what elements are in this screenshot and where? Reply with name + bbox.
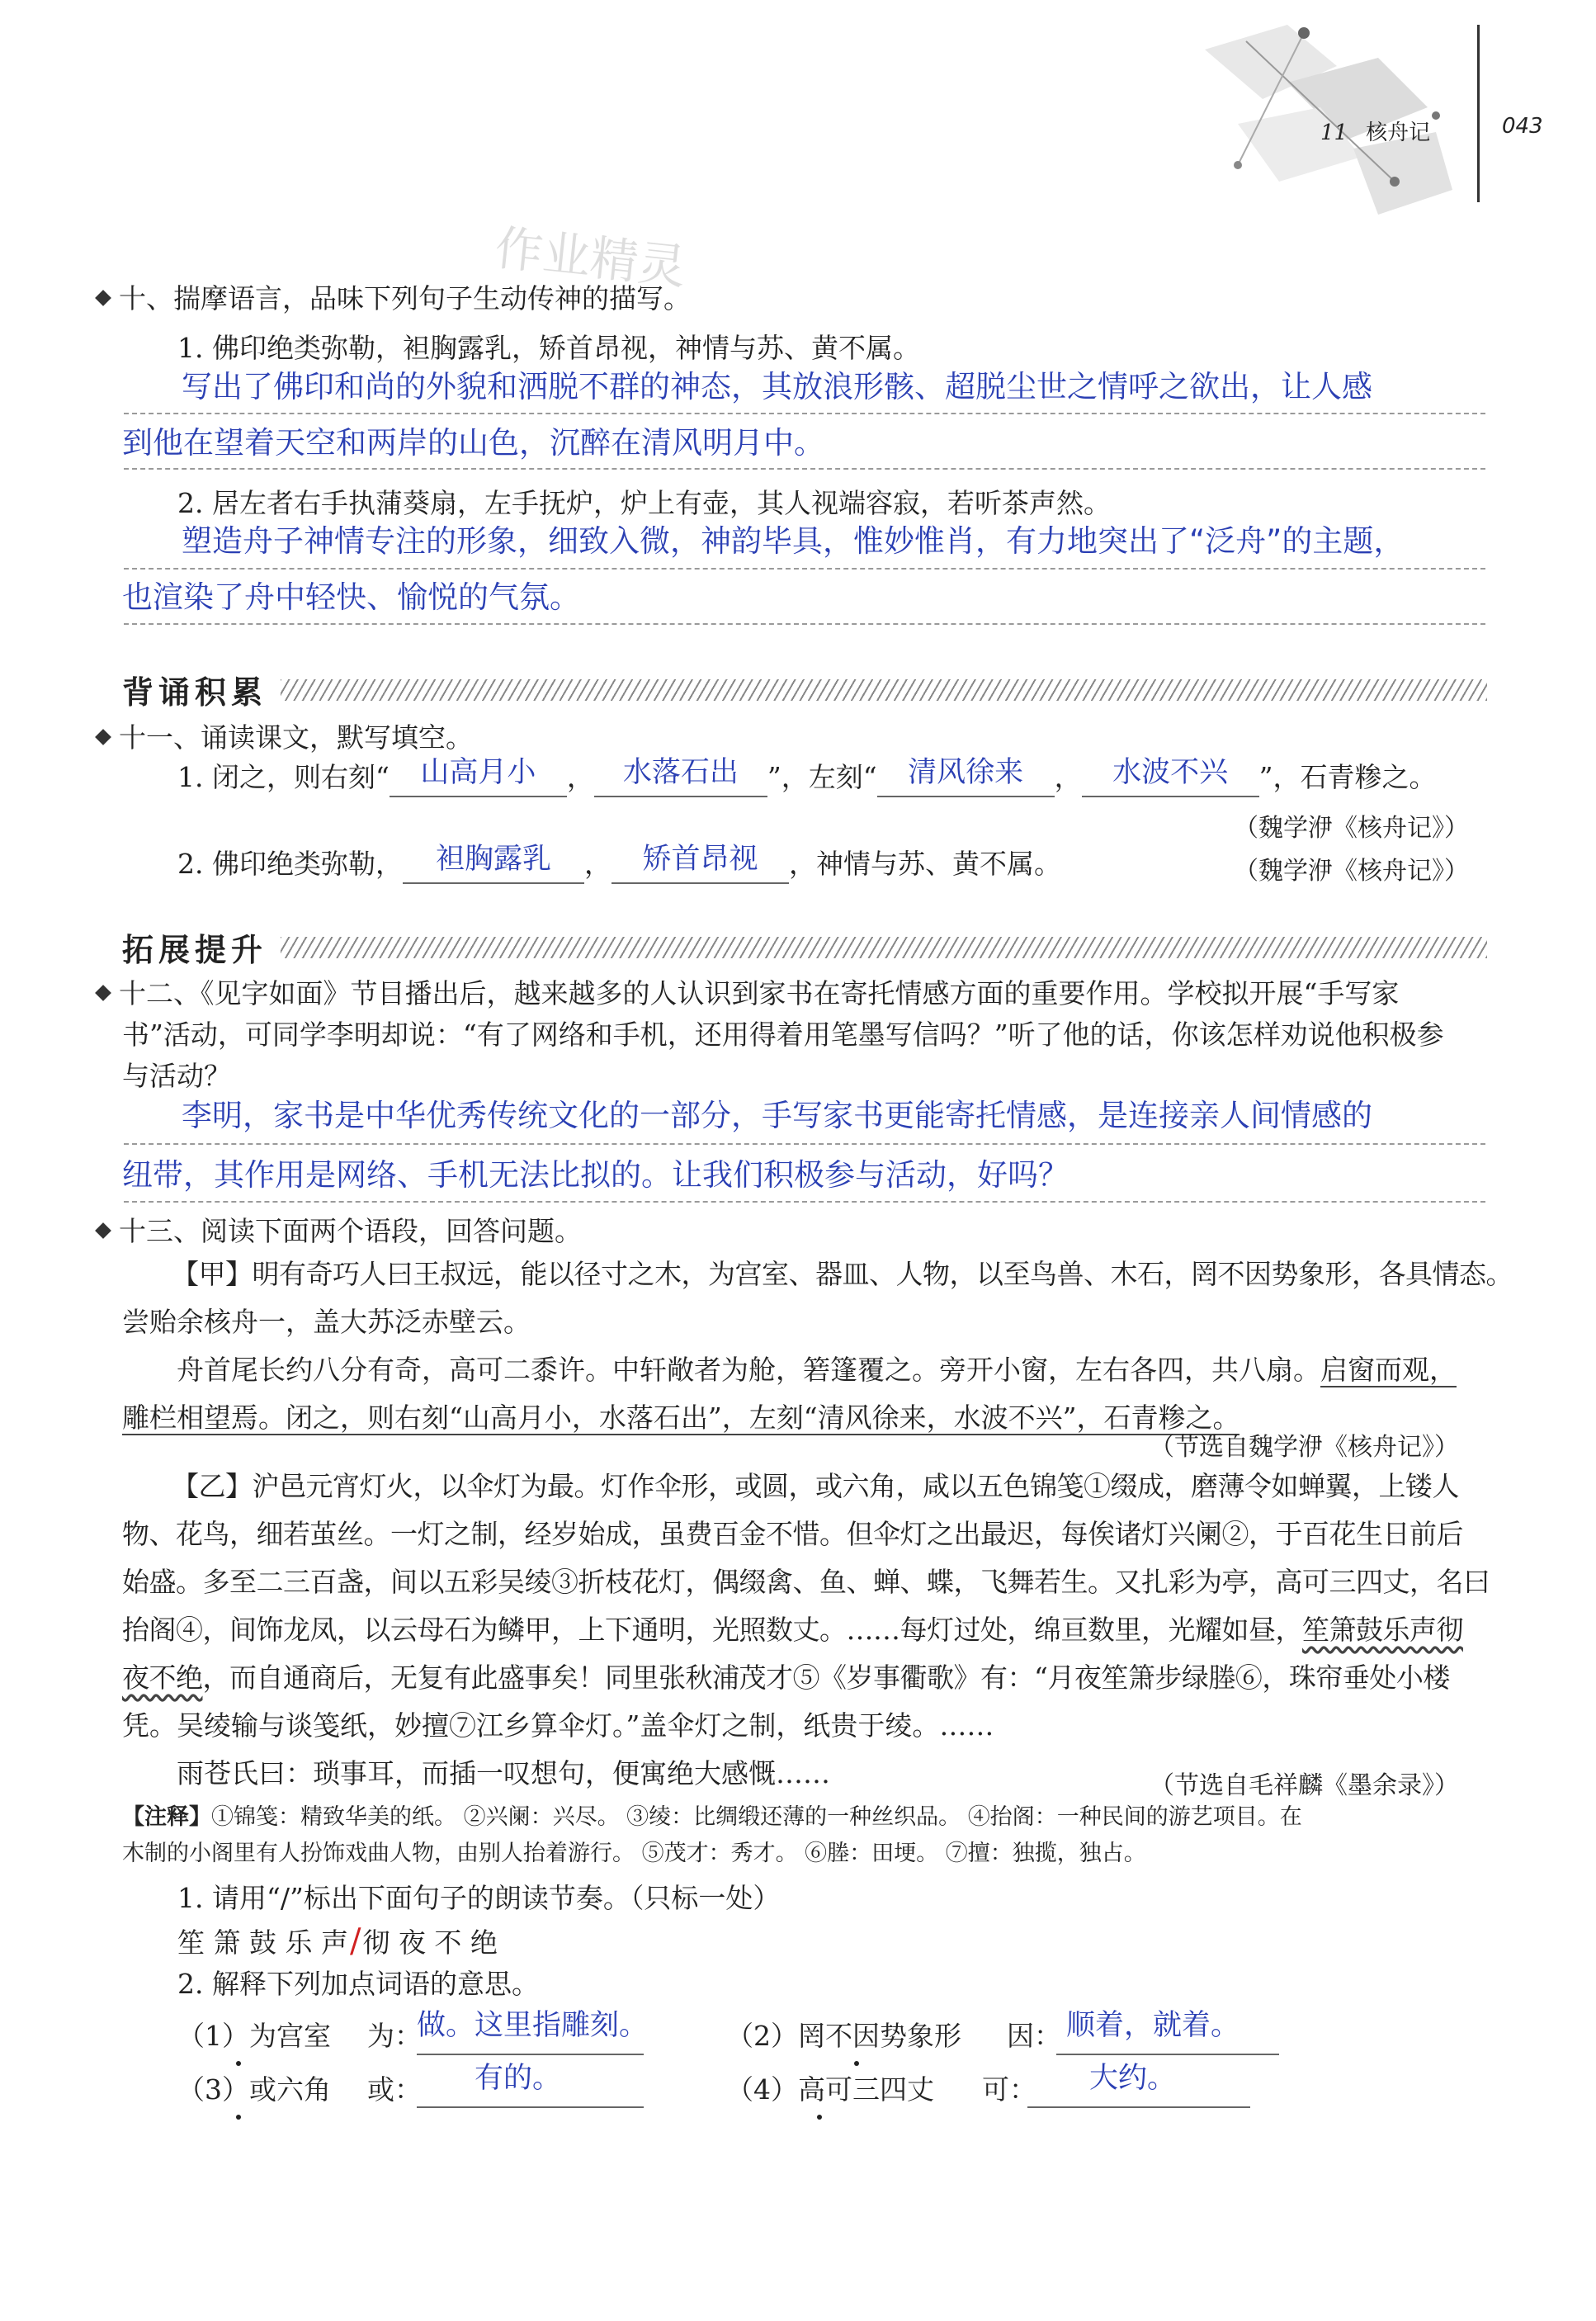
answer-line — [124, 413, 1485, 414]
q12-line-1: 十二、《见字如面》节目播出后，越来越多的人认识到家书在寄托情感方面的重要作用。学校拟开展“手写家 — [97, 976, 1399, 1012]
q10-answer-2-line-1: 塑造舟子神情专注的形象，细致入微，神韵毕具，惟妙惟肖，有力地突出了“泛舟”的主题， — [182, 523, 1405, 559]
emphasis-dot — [817, 2115, 822, 2120]
section-title-recite: 背诵积累 — [122, 674, 268, 711]
yi-line-5: 夜不绝，而自通商后，无复有此盛事矣！同里张秋浦茂才⑤《岁事衢歌》有：“月夜笙箫步绿塍⑥，珠帘垂处小楼 — [122, 1662, 1450, 1694]
yi-line-7: 雨苍氏曰：琐事耳，而插一叹想句，便寓绝大感慨…… — [177, 1757, 830, 1789]
item-1-blank: 做。这里指雕刻。 — [417, 2006, 644, 2055]
item-1-label: （1）为宫室 — [177, 2020, 331, 2052]
q13-sub-2: 2. 解释下列加点词语的意思。 — [177, 1968, 539, 2000]
emphasis-dot — [854, 2061, 859, 2066]
answer-line — [124, 1201, 1485, 1203]
passage-yi — [122, 1463, 1492, 1798]
q12-line-2: 书”活动，可同学李明却说：“有了网络和手机，还用得着用笔墨写信吗？”听了他的话，你该怎样劝说他积极参 — [122, 1019, 1444, 1051]
yi-line-2: 物、花鸟，细若茧丝。一灯之制，经岁始成，虽费百金不惜。但伞灯之出最迟，每俟诸灯兴阑②，于百花生日前后 — [122, 1518, 1463, 1550]
item-4-key: 可： — [982, 2073, 1036, 2106]
diamond-icon — [95, 985, 111, 1001]
item-4-blank: 大约。 — [1027, 2059, 1250, 2108]
chapter-header — [1320, 116, 1430, 146]
notes — [122, 1799, 1492, 1872]
item-2: （2）罔不因势象形 — [726, 2020, 961, 2052]
q10-answer-2-line-2: 也渲染了舟中轻快、愉悦的气氛。 — [122, 579, 580, 615]
answer-line — [124, 468, 1485, 470]
section-title-expand: 拓展提升 — [122, 931, 268, 968]
q10-title: 十、揣摩语言，品味下列句子生动传神的描写。 — [97, 281, 691, 317]
blank-6: 矫首昂视 — [611, 846, 789, 884]
q12-answer-line-2: 纽带，其作用是网络、手机无法比拟的。让我们积极参与活动，好吗？ — [122, 1157, 1069, 1193]
answer-line — [124, 1143, 1485, 1145]
notes-line-1: 【注释】①锦笺：精致华美的纸。 ②兴阑：兴尽。 ③绫：比绸缎还薄的一种丝织品。 ④抬阁：一种民间的游艺项目。在 — [122, 1804, 1302, 1830]
q10-sentence-1: 1. 佛印绝类弥勒，袒胸露乳，矫首昂视，神情与苏、黄不属。 — [177, 332, 920, 364]
notes-line-2: 木制的小阁里有人扮饰戏曲人物，由别人抬着游行。 ⑤茂才：秀才。 ⑥塍：田埂。 ⑦擅：独揽，独占。 — [122, 1841, 1146, 1866]
jia-source: （节选自魏学洢《核舟记》） — [1150, 1433, 1459, 1462]
passage-jia — [122, 1250, 1513, 1442]
yi-source: （节选自毛祥麟《墨余录》） — [1150, 1771, 1459, 1800]
item-3: （3）或六角 — [177, 2073, 331, 2106]
q13-title: 十三、阅读下面两个语段，回答问题。 — [97, 1213, 582, 1250]
header-divider — [1477, 25, 1480, 202]
page-number: 043 — [1502, 114, 1543, 139]
chapter-title: 核舟记 — [1366, 121, 1431, 145]
item-2-key: 因： — [1007, 2020, 1061, 2052]
jia-p2-line-1: 舟首尾长约八分有奇，高可二黍许。中轩敞者为舱，箬篷覆之。旁开小窗，左右各四，共八扇。启窗而观， — [177, 1354, 1457, 1386]
q13-sub-1: 1. 请用“/”标出下面句子的朗读节奏。（只标一处） — [177, 1882, 781, 1914]
rhythm-slash: / — [349, 1922, 361, 1960]
item-1-key: 为： — [367, 2020, 422, 2052]
yi-line-6: 凭。吴绫输与谈笺纸，妙擅⑦江乡算伞灯。”盖伞灯之制，纸贵于绫。…… — [122, 1709, 994, 1742]
q10-sentence-2: 2. 居左者右手执蒲葵扇，左手抚炉，炉上有壶，其人视端容寂，若听茶声然。 — [177, 487, 1111, 519]
q11-source-1: （魏学洢《核舟记》） — [1234, 814, 1469, 843]
blank-2: 水落石出 — [594, 759, 767, 797]
item-4: （4）高可三四丈 — [726, 2073, 934, 2106]
q11-title: 十一、诵读课文，默写填空。 — [97, 720, 473, 756]
blank-4: 水波不兴 — [1082, 759, 1259, 797]
section-divider — [281, 937, 1487, 958]
section-divider — [281, 679, 1487, 701]
jia-p1-line-2: 尝贻余核舟一，盖大苏泛赤壁云。 — [122, 1306, 531, 1338]
q12-line-3: 与活动？ — [122, 1060, 231, 1092]
blank-3: 清风徐来 — [877, 759, 1055, 797]
item-1 — [177, 2018, 331, 2054]
q11-line-1: 1. 闭之，则右刻“ 山高月小 ， 水落石出 ”，左刻“ 清风徐来 ， 水波不兴 ”，石青糁之。 — [177, 759, 1436, 797]
jia-p1-line-1: 【甲】明有奇巧人曰王叔远，能以径寸之木，为宫室、器皿、人物，以至鸟兽、木石，罔不因势象形，各具情态。 — [172, 1258, 1513, 1290]
yi-line-1: 【乙】沪邑元宵灯火，以伞灯为最。灯作伞形，或圆，或六角，咸以五色锦笺①缀成，磨薄令如蝉翼，上镂人 — [172, 1470, 1459, 1502]
q11-source-2: （魏学洢《核舟记》） — [1234, 857, 1469, 886]
item-2-blank: 顺着，就着。 — [1056, 2006, 1279, 2055]
chapter-number: 11 — [1320, 121, 1348, 145]
blank-1: 山高月小 — [390, 759, 567, 797]
q10-answer-1-line-1: 写出了佛印和尚的外貌和洒脱不群的神态，其放浪形骸、超脱尘世之情呼之欲出，让人感 — [182, 369, 1372, 404]
diamond-icon — [95, 1222, 111, 1239]
diamond-icon — [95, 729, 111, 745]
emphasis-dot — [236, 2115, 241, 2120]
q11-line-2: 2. 佛印绝类弥勒， 袒胸露乳 ， 矫首昂视 ，神情与苏、黄不属。 — [177, 846, 1061, 884]
rhythm-sentence: 笙 箫 鼓 乐 声/彻 夜 不 绝 — [177, 1922, 498, 1960]
jia-p2-line-2: 雕栏相望焉。闭之，则右刻“山高月小，水落石出”，左刻“清风徐来，水波不兴”，石青糁之。 — [122, 1402, 1240, 1434]
yi-line-4: 抬阁④，间饰龙凤，以云母石为鳞甲，上下通明，光照数丈。……每灯过处，绵亘数里，光耀如昼，笙箫鼓乐声彻 — [122, 1614, 1463, 1646]
q10-answer-1-line-2: 到他在望着天空和两岸的山色，沉醉在清风明月中。 — [122, 425, 824, 461]
answer-line — [124, 623, 1485, 625]
answer-line — [124, 568, 1485, 570]
item-3-blank: 有的。 — [417, 2059, 644, 2108]
diamond-icon — [95, 290, 111, 306]
q12-answer-line-1: 李明，家书是中华优秀传统文化的一部分，手写家书更能寄托情感，是连接亲人间情感的 — [182, 1098, 1372, 1133]
watermark: 作业精灵 — [492, 220, 689, 295]
emphasis-dot — [236, 2061, 241, 2066]
item-3-key: 或： — [367, 2073, 422, 2106]
yi-line-3: 始盛。多至二三百盏，间以五彩吴绫③折枝花灯，偶缀禽、鱼、蝉、蝶，飞舞若生。又扎彩为亭，高可三四丈，名曰 — [122, 1566, 1490, 1598]
blank-5: 袒胸露乳 — [403, 846, 584, 884]
